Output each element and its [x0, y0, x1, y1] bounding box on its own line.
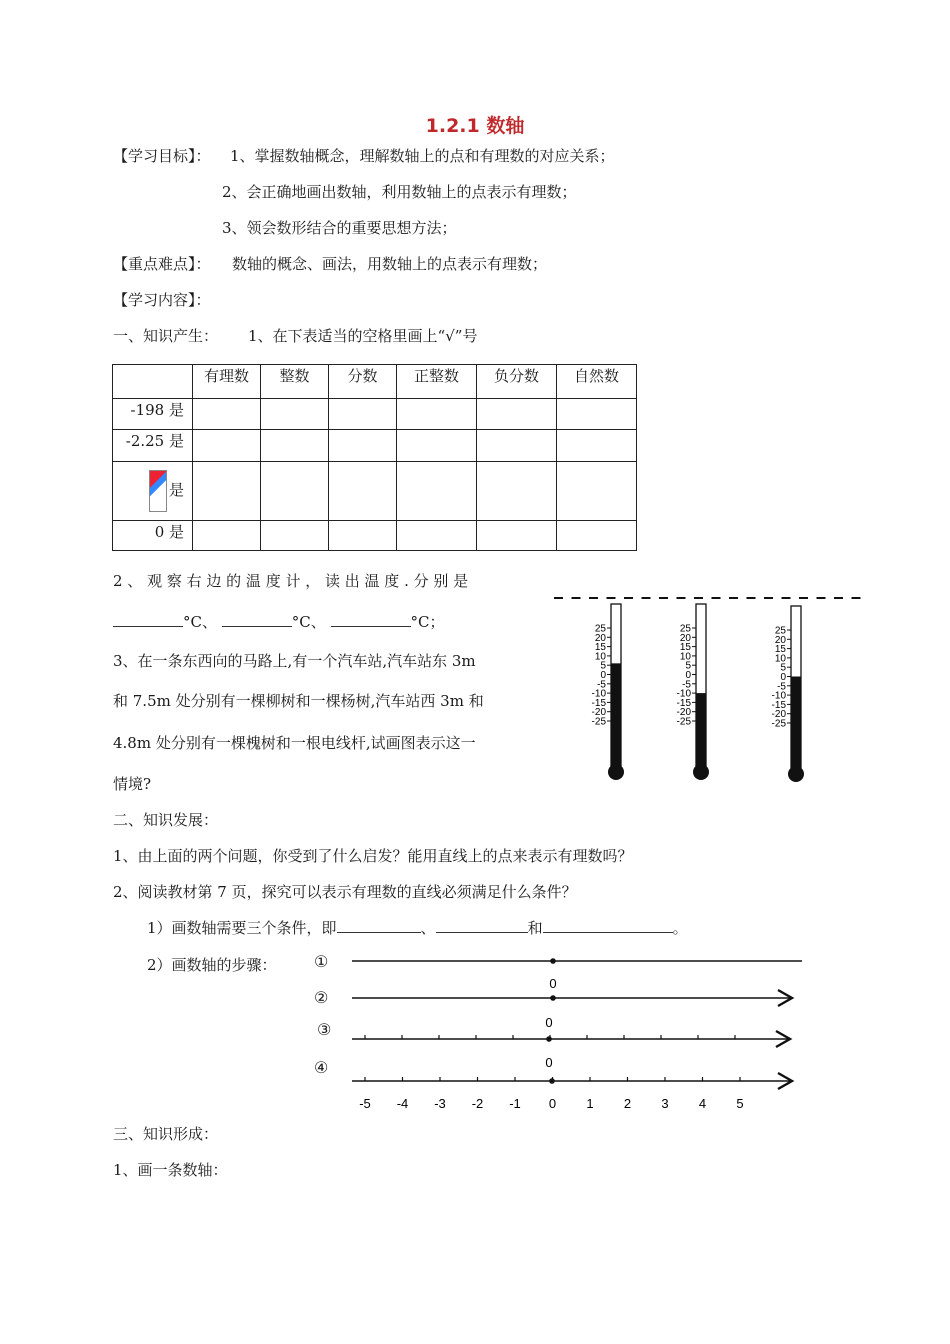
- step-3-line: [352, 1015, 790, 1047]
- answer-cell[interactable]: [397, 462, 477, 521]
- origin-point: [546, 1036, 552, 1042]
- origin-point: [550, 958, 556, 964]
- degree-unit: °C、: [183, 613, 217, 631]
- answer-cell[interactable]: [557, 521, 637, 551]
- scale-label: 15: [594, 642, 606, 654]
- thermometer: [772, 606, 804, 782]
- scale-label: 25: [774, 625, 786, 637]
- scale-label: 25: [594, 623, 606, 635]
- scale-label: -20: [771, 709, 786, 721]
- origin-label: 0: [549, 976, 557, 991]
- section3-question-1: 1、画一条数轴：: [113, 1161, 228, 1179]
- table-header-cell: 正整数: [397, 365, 477, 399]
- row-label: 0 是: [113, 521, 193, 551]
- answer-cell[interactable]: [557, 430, 637, 462]
- answer-cell[interactable]: [193, 430, 261, 462]
- tick-label: 2: [623, 1096, 632, 1111]
- answer-cell[interactable]: [557, 399, 637, 430]
- tick-label: 4: [698, 1096, 707, 1111]
- goal-1: 1、掌握数轴概念，理解数轴上的点和有理数的对应关系；: [230, 147, 615, 165]
- scale-label: 25: [679, 623, 691, 635]
- table-corner-cell: [113, 365, 193, 399]
- steps-label: 2）画数轴的步骤：: [147, 956, 277, 974]
- thermometer: [677, 604, 709, 780]
- scale-label: -10: [771, 690, 786, 702]
- section1-question-2: 2 、 观 察 右 边 的 温 度 计 ， 读 出 温 度 . 分 别 是: [113, 572, 469, 590]
- origin-label: 0: [545, 1015, 553, 1030]
- condition-blank-2[interactable]: [436, 918, 528, 933]
- mercury-column: [696, 693, 706, 766]
- table-header-cell: 整数: [261, 365, 329, 399]
- answer-blank-2[interactable]: [222, 612, 292, 627]
- answer-cell[interactable]: [193, 462, 261, 521]
- scale-label: -25: [771, 718, 786, 730]
- goals-label: 【学习目标】：: [113, 147, 211, 165]
- fraction-image-icon: [149, 470, 167, 512]
- scale-label: -15: [771, 699, 786, 711]
- scale-label: 10: [594, 651, 606, 663]
- table-row: [113, 430, 637, 462]
- table-row: [113, 521, 637, 551]
- answer-cell[interactable]: [477, 521, 557, 551]
- tick-label: 1: [586, 1096, 594, 1111]
- mercury-column: [791, 677, 801, 769]
- thermometer-bulb: [788, 766, 804, 782]
- thermometer: [592, 604, 624, 780]
- answer-cell[interactable]: [261, 521, 329, 551]
- origin-point: [550, 995, 556, 1001]
- answer-cell[interactable]: [329, 521, 397, 551]
- row-label: -198 是: [113, 399, 193, 430]
- page-title: 1.2.1 数轴: [425, 115, 525, 137]
- scale-label: -10: [591, 688, 606, 700]
- scale-label: -5: [777, 681, 786, 693]
- answer-cell[interactable]: [557, 462, 637, 521]
- row-label: 是: [168, 481, 184, 499]
- temperature-answers: [113, 611, 445, 632]
- scale-label: 15: [774, 644, 786, 656]
- tick-label: -5: [359, 1096, 371, 1111]
- table-row: [113, 462, 637, 521]
- row-label: -2.25 是: [113, 430, 193, 462]
- table-header-cell: 有理数: [193, 365, 261, 399]
- answer-cell[interactable]: [397, 430, 477, 462]
- scale-label: 10: [679, 651, 691, 663]
- answer-cell[interactable]: [261, 399, 329, 430]
- step-1-line: [352, 958, 802, 964]
- scale-label: -20: [676, 707, 691, 719]
- answer-cell[interactable]: [261, 430, 329, 462]
- scale-label: -25: [591, 716, 606, 728]
- scale-label: 0: [685, 670, 691, 681]
- condition-blank-3[interactable]: [543, 918, 673, 933]
- scale-label: -5: [682, 679, 691, 691]
- conditions-prefix: 1）画数轴需要三个条件，即: [147, 919, 337, 937]
- answer-cell[interactable]: [477, 430, 557, 462]
- scale-label: 0: [600, 670, 606, 681]
- conditions-line: [147, 917, 688, 938]
- answer-cell[interactable]: [477, 399, 557, 430]
- scale-label: 20: [594, 632, 606, 644]
- section1-q3-line4: 情境?: [113, 775, 152, 793]
- section1-question-1: 1、在下表适当的空格里画上“√”号: [248, 327, 478, 345]
- scale-label: 5: [600, 660, 606, 672]
- section1-q3-line1: 3、在一条东西向的马路上,有一个汽车站,汽车站东 3m: [113, 652, 476, 670]
- step-4-marker: ④: [314, 1058, 329, 1077]
- tick-label: 5: [736, 1096, 744, 1111]
- answer-cell[interactable]: [193, 399, 261, 430]
- thermometers-figure: [550, 592, 870, 787]
- step-1-marker: ①: [314, 952, 329, 971]
- section1-heading: 一、知识产生：: [113, 327, 219, 345]
- scale-label: -15: [591, 697, 606, 709]
- section1-q3-line2: 和 7.5m 处分别有一棵柳树和一棵杨树,汽车站西 3m 和: [113, 692, 484, 710]
- degree-unit: °C；: [410, 613, 445, 631]
- row-label-cell: [113, 462, 193, 521]
- tick-label: -1: [509, 1096, 521, 1111]
- classification-table: [112, 364, 637, 551]
- separator: 和: [527, 919, 543, 937]
- answer-cell[interactable]: [193, 521, 261, 551]
- section3-heading: 三、知识形成：: [113, 1125, 219, 1143]
- answer-cell[interactable]: [329, 399, 397, 430]
- scale-label: 20: [679, 632, 691, 644]
- answer-blank-1[interactable]: [113, 612, 183, 627]
- step-4-line: [352, 1055, 792, 1111]
- table-header-cell: 负分数: [477, 365, 557, 399]
- scale-label: -20: [591, 707, 606, 719]
- table-header-cell: 自然数: [557, 365, 637, 399]
- table-header-row: [113, 365, 637, 399]
- section1-q3-line3: 4.8m 处分别有一棵槐树和一根电线杆,试画图表示这一: [113, 734, 476, 752]
- thermometer-bulb: [693, 764, 709, 780]
- tick-label: -2: [471, 1096, 484, 1111]
- goal-3: 3、领会数形结合的重要思想方法；: [222, 219, 457, 237]
- answer-cell[interactable]: [329, 462, 397, 521]
- scale-label: 10: [774, 653, 786, 665]
- scale-label: -5: [597, 679, 606, 691]
- condition-blank-1[interactable]: [337, 918, 421, 933]
- mercury-column: [611, 663, 621, 766]
- tick-labels: [359, 1096, 743, 1111]
- scale-label: 5: [685, 660, 691, 672]
- answer-cell[interactable]: [477, 462, 557, 521]
- tick-label: -4: [396, 1096, 409, 1111]
- key-points-label: 【重点难点】：: [113, 255, 211, 273]
- scale-label: -15: [676, 697, 691, 709]
- tick-label: 3: [661, 1096, 669, 1111]
- thermometer-bulb: [608, 764, 624, 780]
- section2-question-1: 1、由上面的两个问题，你受到了什么启发？能用直线上的点来表示有理数吗？: [113, 847, 633, 865]
- origin-label: 0: [545, 1055, 553, 1070]
- answer-cell[interactable]: [261, 462, 329, 521]
- table-header-cell: 分数: [329, 365, 397, 399]
- section2-heading: 二、知识发展：: [113, 811, 219, 829]
- scale-label: 15: [679, 642, 691, 654]
- key-points-text: 数轴的概念、画法，用数轴上的点表示有理数；: [232, 255, 548, 273]
- period: 。: [672, 919, 688, 937]
- section2-question-2: 2、阅读教材第 7 页，探究可以表示有理数的直线必须满足什么条件？: [113, 883, 577, 901]
- tick-label: 0: [548, 1096, 557, 1111]
- scale-label: -10: [676, 688, 691, 700]
- answer-cell[interactable]: [329, 430, 397, 462]
- step-3-marker: ③: [317, 1020, 332, 1039]
- number-line-steps: [340, 945, 810, 1120]
- step-2-line: [352, 976, 792, 1006]
- answer-blank-3[interactable]: [331, 612, 411, 627]
- goal-2: 2、会正确地画出数轴，利用数轴上的点表示有理数；: [222, 183, 577, 201]
- step-2-marker: ②: [314, 988, 329, 1007]
- scale-label: -25: [676, 716, 691, 728]
- scale-label: 20: [774, 634, 786, 646]
- answer-cell[interactable]: [397, 521, 477, 551]
- table-row: [113, 399, 637, 430]
- scale-label: 5: [780, 662, 786, 674]
- answer-cell[interactable]: [397, 399, 477, 430]
- tick-label: -3: [434, 1096, 446, 1111]
- degree-unit: °C、: [291, 613, 326, 631]
- separator: 、: [420, 919, 436, 937]
- content-label: 【学习内容】：: [113, 291, 211, 309]
- scale-label: 0: [780, 672, 786, 683]
